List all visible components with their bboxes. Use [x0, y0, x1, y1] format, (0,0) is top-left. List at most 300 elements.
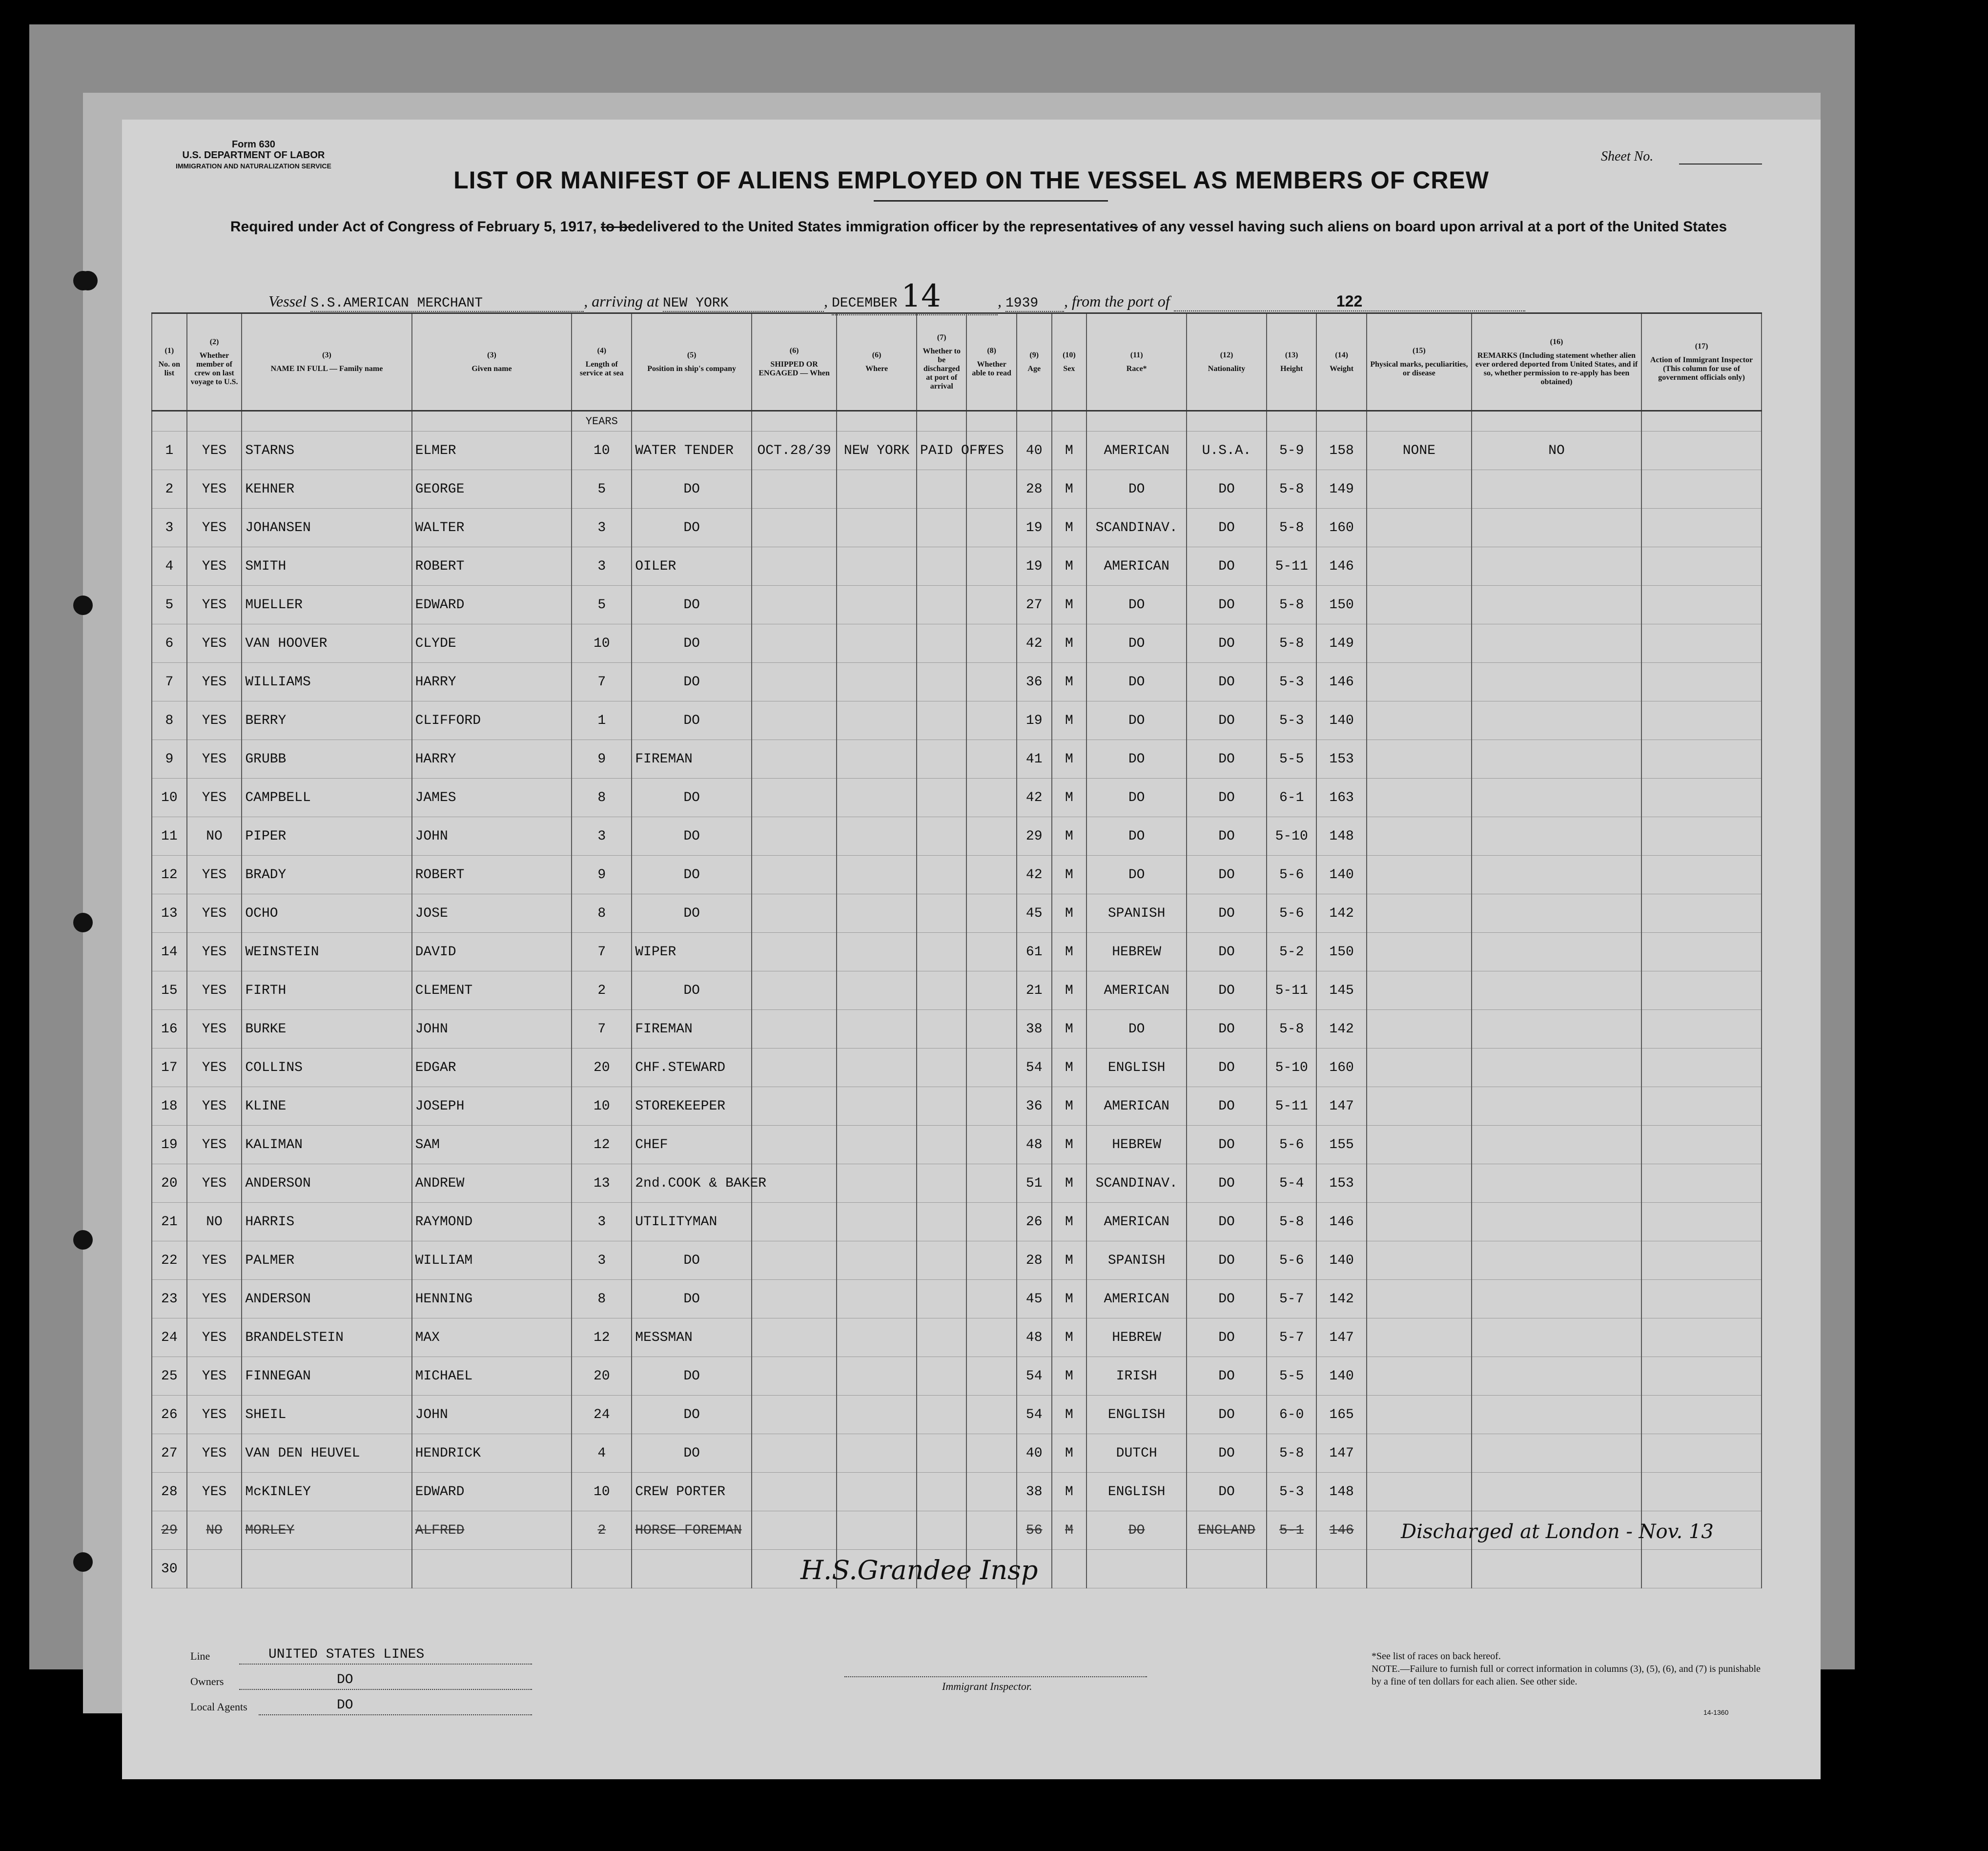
cell-last: YES: [187, 547, 242, 586]
subtitle-pre: Required under Act of Congress of February 5, 1917,: [230, 219, 597, 235]
cell-read: [966, 817, 1016, 856]
cell-weight: 149: [1316, 470, 1366, 509]
cell-marks: [1367, 547, 1472, 586]
table-row: [152, 1126, 1762, 1164]
cell-last: YES: [187, 1318, 242, 1357]
cell-where: [837, 779, 917, 817]
cell-nat: DO: [1187, 1087, 1267, 1126]
cell-disch: [917, 1203, 966, 1241]
cell-where: [837, 933, 917, 971]
cell-last: NO: [187, 817, 242, 856]
column-number: (7): [937, 333, 946, 342]
cell-family: JOHANSEN: [242, 509, 411, 547]
cell-marks: [1367, 1164, 1472, 1203]
cell-sex: M: [1052, 779, 1087, 817]
cell-nat: DO: [1187, 1280, 1267, 1318]
cell-family: MUELLER: [242, 586, 411, 624]
cell-disch: [917, 1396, 966, 1434]
cell-when: [752, 470, 837, 509]
arrival-port: NEW YORK: [662, 296, 729, 311]
cell-race: IRISH: [1086, 1357, 1187, 1396]
cell-no: 2: [152, 470, 187, 509]
column-label: REMARKS (Including statement whether alien ever ordered deported from United States, and if so, whether permission to re-apply has been obtained): [1475, 351, 1638, 386]
column-number: (12): [1220, 350, 1233, 359]
binder-hole: [73, 1230, 93, 1250]
cell-height: [1267, 1550, 1316, 1588]
cell-service: 3: [572, 1241, 632, 1280]
spacer-cell: [412, 411, 572, 432]
owners-underline: [239, 1689, 532, 1690]
cell-no: 10: [152, 779, 187, 817]
spacer-cell: [752, 411, 837, 432]
cell-where: [837, 547, 917, 586]
cell-family: HARRIS: [242, 1203, 411, 1241]
cell-when: [752, 1280, 837, 1318]
cell-family: ANDERSON: [242, 1280, 411, 1318]
cell-action: [1641, 624, 1762, 663]
cell-family: [242, 1550, 411, 1588]
column-number: (16): [1550, 337, 1563, 346]
cell-age: 45: [1017, 894, 1052, 933]
cell-position: CHF.STEWARD: [632, 1049, 752, 1087]
cell-height: 5-8: [1267, 470, 1316, 509]
from-label: from the port of: [1071, 292, 1170, 310]
table-row: [152, 663, 1762, 701]
cell-given: CLEMENT: [412, 971, 572, 1010]
cell-sex: M: [1052, 894, 1087, 933]
cell-family: BERRY: [242, 701, 411, 740]
cell-disch: [917, 1357, 966, 1396]
cell-age: 27: [1017, 586, 1052, 624]
cell-given: WALTER: [412, 509, 572, 547]
inspector-underline: [844, 1676, 1147, 1677]
cell-position: MESSMAN: [632, 1318, 752, 1357]
cell-last: YES: [187, 1241, 242, 1280]
cell-service: 1: [572, 701, 632, 740]
cell-marks: [1367, 470, 1472, 509]
table-row: [152, 470, 1762, 509]
cell-when: [752, 1049, 837, 1087]
cell-service: 8: [572, 1280, 632, 1318]
cell-last: YES: [187, 586, 242, 624]
cell-weight: 148: [1316, 817, 1366, 856]
cell-given: HARRY: [412, 740, 572, 779]
column-header: [1017, 313, 1052, 411]
cell-given: JOHN: [412, 1396, 572, 1434]
cell-no: 28: [152, 1473, 187, 1511]
cell-service: 9: [572, 856, 632, 894]
vessel-label: Vessel: [268, 292, 307, 310]
cell-action: [1641, 1087, 1762, 1126]
cell-sex: M: [1052, 701, 1087, 740]
cell-action: [1641, 509, 1762, 547]
cell-marks: [1367, 856, 1472, 894]
cell-height: 5-2: [1267, 933, 1316, 971]
cell-given: JAMES: [412, 779, 572, 817]
cell-race: AMERICAN: [1086, 1087, 1187, 1126]
cell-disch: [917, 856, 966, 894]
column-label: Sex: [1063, 364, 1075, 373]
table-row: [152, 779, 1762, 817]
cell-height: 5-5: [1267, 1357, 1316, 1396]
cell-weight: 148: [1316, 1473, 1366, 1511]
table-row: [152, 971, 1762, 1010]
cell-nat: DO: [1187, 1049, 1267, 1087]
form-code: 14-1360: [1703, 1708, 1729, 1716]
cell-no: 5: [152, 586, 187, 624]
column-number: (9): [1029, 350, 1039, 359]
cell-when: [752, 856, 837, 894]
cell-remarks: [1472, 1318, 1641, 1357]
cell-race: AMERICAN: [1086, 547, 1187, 586]
cell-last: YES: [187, 894, 242, 933]
cell-sex: M: [1052, 1126, 1087, 1164]
cell-position: DO: [632, 817, 752, 856]
cell-nat: DO: [1187, 663, 1267, 701]
cell-when: [752, 624, 837, 663]
cell-given: EDGAR: [412, 1049, 572, 1087]
column-header: [1086, 313, 1187, 411]
cell-read: [966, 1357, 1016, 1396]
cell-age: 38: [1017, 1010, 1052, 1049]
cell-position: DO: [632, 856, 752, 894]
cell-remarks: [1472, 1241, 1641, 1280]
cell-nat: DO: [1187, 894, 1267, 933]
arriving-label: arriving at: [592, 292, 659, 310]
cell-weight: 163: [1316, 779, 1366, 817]
cell-where: [837, 1049, 917, 1087]
footer-note: [1372, 1650, 1762, 1688]
column-header: [187, 313, 242, 411]
cell-where: [837, 509, 917, 547]
cell-action: [1641, 1318, 1762, 1357]
cell-race: DO: [1086, 701, 1187, 740]
cell-disch: [917, 779, 966, 817]
cell-height: 5-1: [1267, 1511, 1316, 1550]
crew-table: [151, 312, 1762, 1588]
cell-no: 7: [152, 663, 187, 701]
cell-service: 3: [572, 1203, 632, 1241]
row29-remark: Discharged at London - Nov. 13: [1401, 1521, 1714, 1543]
cell-nat: DO: [1187, 740, 1267, 779]
cell-marks: [1367, 1357, 1472, 1396]
cell-height: 5-10: [1267, 1049, 1316, 1087]
cell-action: [1641, 856, 1762, 894]
cell-disch: [917, 1126, 966, 1164]
cell-age: 45: [1017, 1280, 1052, 1318]
cell-height: 5-5: [1267, 740, 1316, 779]
table-row: [152, 1357, 1762, 1396]
cell-sex: M: [1052, 856, 1087, 894]
cell-weight: 140: [1316, 701, 1366, 740]
cell-last: YES: [187, 971, 242, 1010]
agents-label: Local Agents: [190, 1701, 247, 1713]
cell-read: [966, 1126, 1016, 1164]
cell-service: 3: [572, 817, 632, 856]
cell-race: HEBREW: [1086, 1318, 1187, 1357]
vessel-line: Vessel S.S.AMERICAN MERCHANT , arriving at NEW YORK , DECEMBER 14 , 1939 , from the port of 122: [268, 278, 1525, 315]
cell-age: 36: [1017, 663, 1052, 701]
cell-age: 19: [1017, 701, 1052, 740]
cell-remarks: [1472, 1087, 1641, 1126]
cell-marks: [1367, 701, 1472, 740]
cell-nat: DO: [1187, 624, 1267, 663]
cell-last: YES: [187, 663, 242, 701]
cell-family: STARNS: [242, 432, 411, 470]
cell-read: [966, 1087, 1016, 1126]
cell-height: 5-8: [1267, 1010, 1316, 1049]
cell-last: YES: [187, 856, 242, 894]
column-label: Action of Immigrant Inspector (This column for use of government officials only): [1650, 355, 1753, 382]
cell-age: 40: [1017, 432, 1052, 470]
cell-nat: DO: [1187, 1357, 1267, 1396]
column-header: [752, 313, 837, 411]
cell-race: SPANISH: [1086, 894, 1187, 933]
cell-disch: [917, 547, 966, 586]
cell-marks: [1367, 817, 1472, 856]
cell-service: 2: [572, 971, 632, 1010]
table-row: [152, 1087, 1762, 1126]
column-number: (13): [1285, 350, 1298, 359]
cell-read: [966, 624, 1016, 663]
cell-nat: [1187, 1550, 1267, 1588]
cell-race: DO: [1086, 740, 1187, 779]
cell-action: [1641, 971, 1762, 1010]
column-header: [1472, 313, 1641, 411]
cell-weight: 153: [1316, 740, 1366, 779]
cell-marks: [1367, 1396, 1472, 1434]
cell-height: 5-10: [1267, 817, 1316, 856]
cell-disch: [917, 509, 966, 547]
cell-family: KLINE: [242, 1087, 411, 1126]
column-header: [1367, 313, 1472, 411]
cell-sex: M: [1052, 1203, 1087, 1241]
cell-position: DO: [632, 509, 752, 547]
column-number: (17): [1695, 342, 1708, 350]
cell-race: DO: [1086, 663, 1187, 701]
cell-given: ELMER: [412, 432, 572, 470]
cell-nat: DO: [1187, 1010, 1267, 1049]
cell-family: WILLIAMS: [242, 663, 411, 701]
cell-given: ROBERT: [412, 547, 572, 586]
cell-family: VAN HOOVER: [242, 624, 411, 663]
cell-nat: DO: [1187, 1164, 1267, 1203]
cell-height: 5-11: [1267, 1087, 1316, 1126]
cell-no: 19: [152, 1126, 187, 1164]
cell-read: [966, 1434, 1016, 1473]
cell-nat: DO: [1187, 547, 1267, 586]
cell-family: KEHNER: [242, 470, 411, 509]
cell-last: YES: [187, 1126, 242, 1164]
cell-height: 5-3: [1267, 1473, 1316, 1511]
cell-age: 19: [1017, 509, 1052, 547]
cell-where: [837, 856, 917, 894]
cell-no: 24: [152, 1318, 187, 1357]
column-label: Position in ship's company: [647, 364, 737, 373]
footer-note-1: *See list of races on back hereof.: [1372, 1651, 1501, 1662]
cell-last: YES: [187, 509, 242, 547]
cell-no: 15: [152, 971, 187, 1010]
cell-remarks: [1472, 894, 1641, 933]
sheet-no-label: Sheet No.: [1601, 149, 1654, 164]
cell-disch: [917, 817, 966, 856]
cell-where: [837, 1357, 917, 1396]
inspector-label: Immigrant Inspector.: [942, 1680, 1032, 1692]
cell-remarks: [1472, 663, 1641, 701]
cell-disch: [917, 971, 966, 1010]
column-label: Nationality: [1208, 364, 1246, 373]
form-number: Form 630: [231, 139, 275, 150]
cell-age: 54: [1017, 1357, 1052, 1396]
cell-no: 4: [152, 547, 187, 586]
cell-nat: DO: [1187, 779, 1267, 817]
column-header: [837, 313, 917, 411]
years-label: YEARS: [585, 415, 618, 428]
column-label: Where: [865, 364, 888, 373]
cell-position: OILER: [632, 547, 752, 586]
cell-read: [966, 547, 1016, 586]
cell-disch: [917, 1087, 966, 1126]
cell-action: [1641, 779, 1762, 817]
cell-sex: M: [1052, 1010, 1087, 1049]
table-row: [152, 1203, 1762, 1241]
cell-read: [966, 856, 1016, 894]
cell-age: 48: [1017, 1318, 1052, 1357]
cell-when: [752, 894, 837, 933]
table-row: [152, 740, 1762, 779]
cell-height: 5-6: [1267, 894, 1316, 933]
cell-service: 2: [572, 1511, 632, 1550]
cell-when: [752, 1434, 837, 1473]
cell-no: 30: [152, 1550, 187, 1588]
cell-weight: 142: [1316, 1010, 1366, 1049]
cell-sex: M: [1052, 1511, 1087, 1550]
cell-weight: 140: [1316, 1241, 1366, 1280]
cell-position: DO: [632, 663, 752, 701]
cell-height: 5-8: [1267, 1434, 1316, 1473]
column-header: [1641, 313, 1762, 411]
cell-service: 7: [572, 1010, 632, 1049]
cell-nat: DO: [1187, 1126, 1267, 1164]
cell-given: WILLIAM: [412, 1241, 572, 1280]
cell-marks: [1367, 586, 1472, 624]
column-number: (8): [987, 346, 996, 355]
cell-family: McKINLEY: [242, 1473, 411, 1511]
cell-nat: DO: [1187, 586, 1267, 624]
cell-position: DO: [632, 470, 752, 509]
agents-underline: [259, 1714, 532, 1715]
cell-marks: [1367, 1087, 1472, 1126]
spacer-cell: [837, 411, 917, 432]
cell-where: [837, 624, 917, 663]
cell-disch: [917, 1434, 966, 1473]
cell-marks: [1367, 1010, 1472, 1049]
cell-given: HARRY: [412, 663, 572, 701]
cell-action: [1641, 933, 1762, 971]
cell-where: [837, 1241, 917, 1280]
cell-disch: [917, 933, 966, 971]
spacer-cell: [917, 411, 966, 432]
cell-weight: 142: [1316, 894, 1366, 933]
cell-given: MAX: [412, 1318, 572, 1357]
cell-family: KALIMAN: [242, 1126, 411, 1164]
table-row: [152, 1164, 1762, 1203]
column-header: [917, 313, 966, 411]
cell-height: 5-7: [1267, 1318, 1316, 1357]
cell-marks: [1367, 663, 1472, 701]
cell-action: [1641, 1550, 1762, 1588]
cell-action: [1641, 470, 1762, 509]
cell-sex: M: [1052, 509, 1087, 547]
cell-race: AMERICAN: [1086, 971, 1187, 1010]
binder-hole: [73, 913, 93, 932]
column-header: [632, 313, 752, 411]
column-number: (1): [164, 346, 174, 355]
cell-nat: DO: [1187, 1203, 1267, 1241]
cell-age: 26: [1017, 1203, 1052, 1241]
cell-weight: 145: [1316, 971, 1366, 1010]
line-label: Line: [190, 1650, 210, 1662]
cell-last: YES: [187, 1280, 242, 1318]
column-label: No. on list: [158, 360, 181, 377]
cell-when: [752, 586, 837, 624]
cell-family: FINNEGAN: [242, 1357, 411, 1396]
cell-when: [752, 1010, 837, 1049]
cell-read: YES: [966, 432, 1016, 470]
cell-family: BURKE: [242, 1010, 411, 1049]
cell-height: 5-8: [1267, 509, 1316, 547]
cell-nat: DO: [1187, 1434, 1267, 1473]
cell-service: [572, 1550, 632, 1588]
cell-disch: [917, 586, 966, 624]
cell-last: YES: [187, 624, 242, 663]
cell-height: 5-11: [1267, 547, 1316, 586]
cell-marks: [1367, 894, 1472, 933]
cell-race: ENGLISH: [1086, 1396, 1187, 1434]
cell-no: 11: [152, 817, 187, 856]
spacer-cell: [1086, 411, 1187, 432]
table-row: [152, 701, 1762, 740]
cell-weight: 146: [1316, 663, 1366, 701]
subtitle-mid: delivered to the United States immigration officer by the: [635, 219, 1026, 235]
cell-where: [837, 1010, 917, 1049]
column-header: [572, 313, 632, 411]
cell-position: DO: [632, 971, 752, 1010]
cell-action: [1641, 1357, 1762, 1396]
cell-family: OCHO: [242, 894, 411, 933]
cell-family: VAN DEN HEUVEL: [242, 1434, 411, 1473]
cell-weight: 146: [1316, 1511, 1366, 1550]
cell-read: [966, 933, 1016, 971]
cell-height: 5-3: [1267, 663, 1316, 701]
binder-hole: [73, 1552, 93, 1572]
cell-marks: [1367, 509, 1472, 547]
cell-given: RAYMOND: [412, 1203, 572, 1241]
cell-family: PALMER: [242, 1241, 411, 1280]
cell-action: [1641, 894, 1762, 933]
cell-sex: M: [1052, 1280, 1087, 1318]
arrival-year: 1939: [1005, 296, 1039, 311]
cell-service: 4: [572, 1434, 632, 1473]
cell-sex: M: [1052, 1164, 1087, 1203]
cell-service: 10: [572, 1087, 632, 1126]
table-row: [152, 547, 1762, 586]
manifest-page: [122, 120, 1821, 1779]
column-label: Age: [1027, 364, 1041, 373]
column-label: Length of service at sea: [579, 360, 624, 377]
cell-given: EDWARD: [412, 1473, 572, 1511]
cell-nat: ENGLAND: [1187, 1511, 1267, 1550]
